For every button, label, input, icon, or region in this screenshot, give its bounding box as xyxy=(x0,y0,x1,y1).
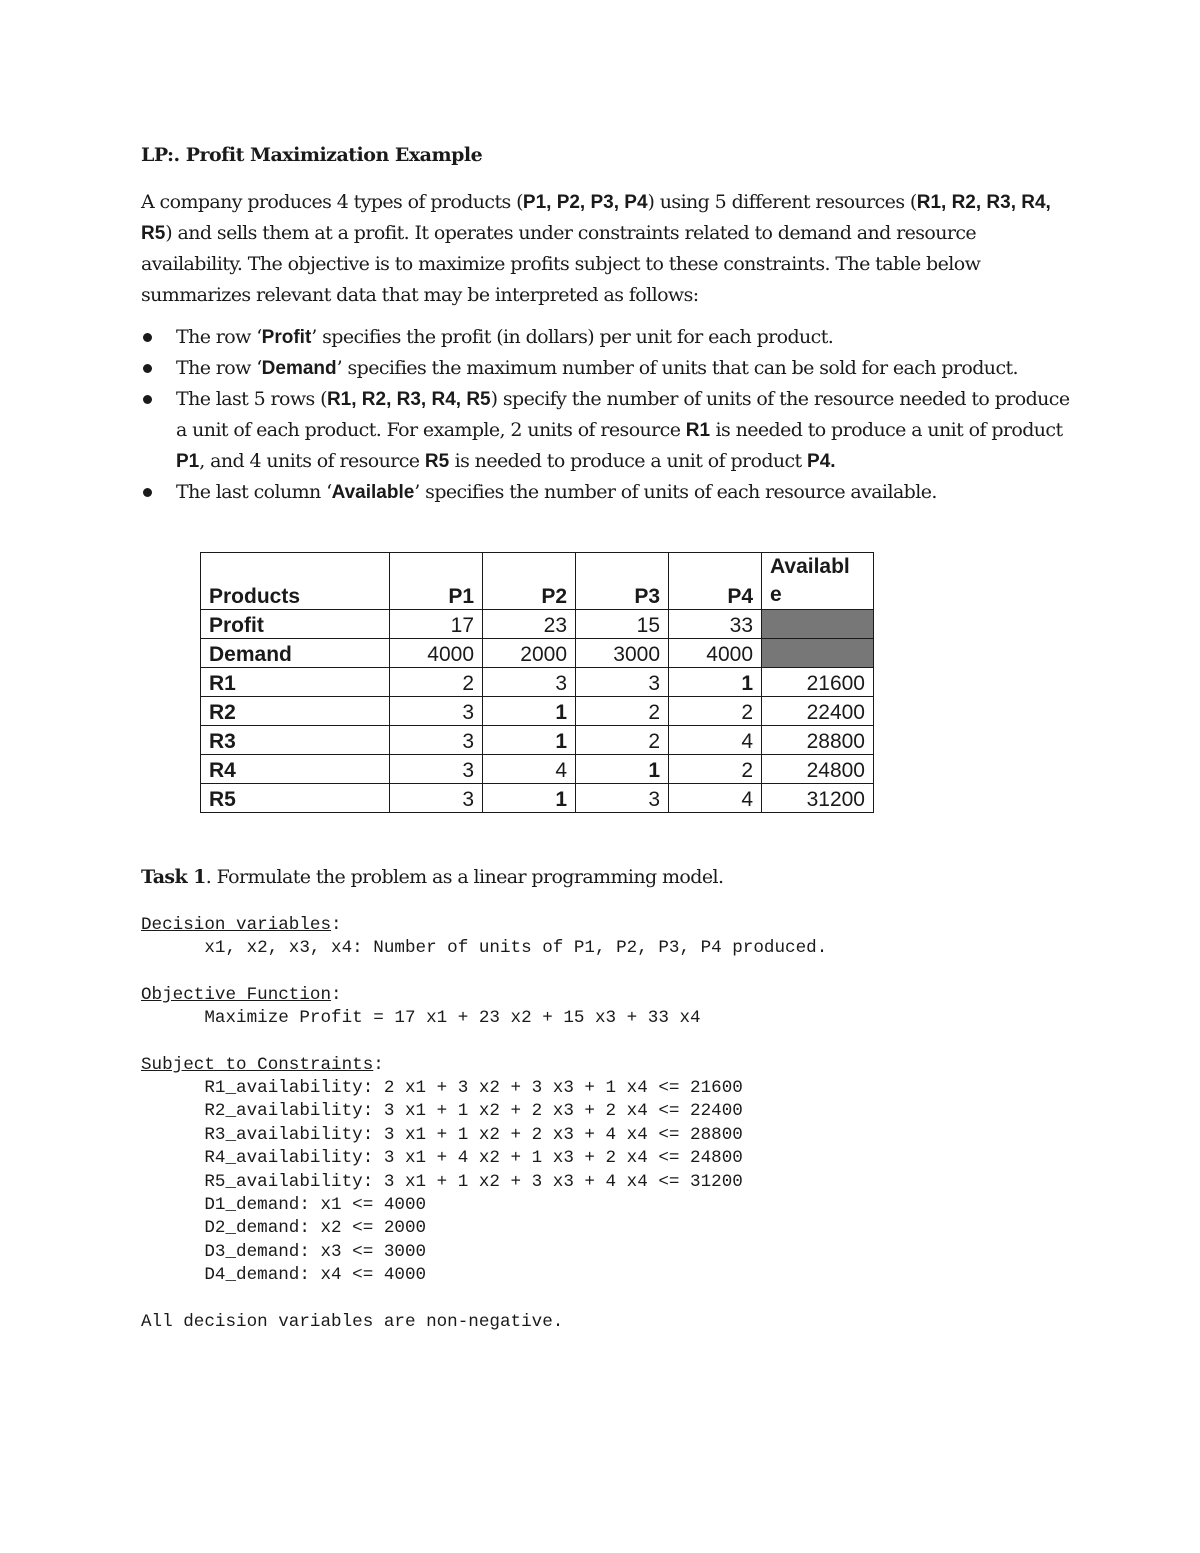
header-p2: P2 xyxy=(483,553,576,610)
cell-p3: 2 xyxy=(576,726,669,755)
intro-paragraph xyxy=(141,187,1061,311)
bullet-text: The last 5 rows ( xyxy=(176,388,327,410)
cell-available: 21600 xyxy=(762,668,874,697)
bullet-text: ’ specifies the profit (in dollars) per unit for each product. xyxy=(311,326,834,348)
bullet-text: The row ‘ xyxy=(176,326,262,348)
cell-available: 24800 xyxy=(762,755,874,784)
cell-available: 31200 xyxy=(762,784,874,813)
bullet-bold: P4. xyxy=(807,451,836,472)
bullet-text: The row ‘ xyxy=(176,357,262,379)
constraint-line: R1_availability: 2 x1 + 3 x2 + 3 x3 + 1 x4 <= 21600 xyxy=(141,1078,743,1098)
cell-p1: 3 xyxy=(390,697,483,726)
cell-p2: 2000 xyxy=(483,639,576,668)
cell-available: 22400 xyxy=(762,697,874,726)
cell-p3: 3000 xyxy=(576,639,669,668)
cell-p4: 2 xyxy=(669,755,762,784)
cell-p4: 1 xyxy=(669,668,762,697)
bullet-icon xyxy=(143,364,152,373)
cell-p3: 2 xyxy=(576,697,669,726)
bullet-list xyxy=(141,322,1071,508)
section-heading: Objective Function xyxy=(141,985,332,1005)
row-label: R2 xyxy=(201,697,390,726)
heading-colon: : xyxy=(331,915,342,935)
intro-text-1: A company produces 4 types of products ( xyxy=(141,191,523,213)
row-label: Profit xyxy=(201,610,390,639)
objective-line: Maximize Profit = 17 x1 + 23 x2 + 15 x3 + 33 x4 xyxy=(141,1008,701,1028)
cell-p2: 4 xyxy=(483,755,576,784)
nonnegativity-line: All decision variables are non-negative. xyxy=(141,1312,564,1332)
header-p4: P4 xyxy=(669,553,762,610)
bullet-item-resources xyxy=(141,384,1071,477)
row-label: R5 xyxy=(201,784,390,813)
constraint-line: R4_availability: 3 x1 + 4 x2 + 1 x3 + 2 x4 <= 24800 xyxy=(141,1148,743,1169)
task-text: . Formulate the problem as a linear programming model. xyxy=(205,866,724,888)
bullet-bold: Profit xyxy=(261,327,312,348)
constraint-line: D1_demand: x1 <= 4000 xyxy=(141,1195,427,1216)
cell-available-shaded xyxy=(762,639,874,668)
bullet-text: is needed to produce a unit of product xyxy=(449,450,808,472)
constraint-line: R3_availability: 3 x1 + 1 x2 + 2 x3 + 4 x4 <= 28800 xyxy=(141,1124,743,1145)
constraint-line: R5_availability: 3 x1 + 1 x2 + 3 x3 + 4 x4 <= 31200 xyxy=(141,1171,743,1192)
bullet-item-available xyxy=(141,477,1071,508)
header-available-line2: e xyxy=(770,583,782,606)
objective-heading xyxy=(141,984,342,1007)
bullet-bold: R1, R2, R3, R4, R5 xyxy=(326,389,491,410)
cell-p1: 17 xyxy=(390,610,483,639)
header-p3: P3 xyxy=(576,553,669,610)
cell-p1: 2 xyxy=(390,668,483,697)
section-heading: Decision variables xyxy=(141,915,332,935)
data-table xyxy=(200,552,874,813)
bullet-bold: P1 xyxy=(176,451,200,472)
table-header-row xyxy=(201,553,874,610)
bullet-bold: Available xyxy=(331,482,415,503)
cell-p4: 4 xyxy=(669,726,762,755)
bullet-icon xyxy=(143,395,152,404)
table-row xyxy=(201,639,874,668)
header-available xyxy=(762,553,874,610)
cell-p2: 1 xyxy=(483,784,576,813)
bullet-item-profit xyxy=(141,322,1071,353)
table-row xyxy=(201,668,874,697)
cell-p4: 4000 xyxy=(669,639,762,668)
header-available-line1: Availabl xyxy=(770,555,850,578)
constraint-line: D3_demand: x3 <= 3000 xyxy=(141,1241,427,1262)
task-heading xyxy=(141,866,723,888)
cell-p1: 3 xyxy=(390,755,483,784)
cell-p1: 3 xyxy=(390,726,483,755)
intro-resources: R1, R2, R3, R4, R5 xyxy=(141,192,1051,244)
row-label: Demand xyxy=(201,639,390,668)
constraints-block xyxy=(141,1077,743,1288)
cell-p2: 1 xyxy=(483,726,576,755)
table-row xyxy=(201,726,874,755)
cell-p4: 2 xyxy=(669,697,762,726)
header-p1: P1 xyxy=(390,553,483,610)
header-products: Products xyxy=(201,553,390,610)
cell-available-shaded xyxy=(762,610,874,639)
cell-p4: 33 xyxy=(669,610,762,639)
intro-text-2: ) using 5 different resources ( xyxy=(647,191,917,213)
cell-p2: 3 xyxy=(483,668,576,697)
constraint-line: R2_availability: 3 x1 + 1 x2 + 2 x3 + 2 x4 <= 22400 xyxy=(141,1101,743,1122)
bullet-text: , and 4 units of resource xyxy=(199,450,425,472)
cell-p1: 4000 xyxy=(390,639,483,668)
bullet-bold: Demand xyxy=(261,358,337,379)
bullet-text: ’ specifies the maximum number of units that can be sold for each product. xyxy=(336,357,1018,379)
table-row xyxy=(201,697,874,726)
row-label: R3 xyxy=(201,726,390,755)
intro-text-3: ) and sells them at a profit. It operates under constraints related to demand and resource availability. The objective is to maximize profits subject to these constraints. The table below summarizes relevant data that may be interpreted as follows: xyxy=(141,222,981,306)
row-label: R4 xyxy=(201,755,390,784)
cell-p1: 3 xyxy=(390,784,483,813)
bullet-bold: R5 xyxy=(424,451,450,472)
constraint-line: D2_demand: x2 <= 2000 xyxy=(141,1218,427,1239)
decision-variables-heading xyxy=(141,914,342,937)
row-label: R1 xyxy=(201,668,390,697)
cell-p3: 3 xyxy=(576,784,669,813)
cell-p3: 15 xyxy=(576,610,669,639)
bullet-icon xyxy=(143,333,152,342)
heading-colon: : xyxy=(373,1055,384,1075)
task-label: Task 1 xyxy=(141,866,206,888)
cell-available: 28800 xyxy=(762,726,874,755)
section-heading: Subject to Constraints xyxy=(141,1055,374,1075)
table-row xyxy=(201,784,874,813)
cell-p2: 23 xyxy=(483,610,576,639)
bullet-item-demand xyxy=(141,353,1071,384)
table-row xyxy=(201,610,874,639)
bullet-bold: R1 xyxy=(685,420,711,441)
decision-variables-line: x1, x2, x3, x4: Number of units of P1, P2, P3, P4 produced. xyxy=(141,938,828,958)
document-title: LP:. Profit Maximization Example xyxy=(141,144,483,166)
cell-p2: 1 xyxy=(483,697,576,726)
bullet-text: ) specify the number of units of the resource needed to produce a unit of each product. For example, 2 units of resource xyxy=(176,388,1070,441)
bullet-text: is needed to produce a unit of product xyxy=(710,419,1063,441)
table-row xyxy=(201,755,874,784)
cell-p3: 1 xyxy=(576,755,669,784)
constraints-heading xyxy=(141,1054,384,1077)
bullet-text: The last column ‘ xyxy=(176,481,332,503)
heading-colon: : xyxy=(331,985,342,1005)
intro-products: P1, P2, P3, P4 xyxy=(522,192,648,213)
constraint-line: D4_demand: x4 <= 4000 xyxy=(141,1265,427,1286)
cell-p4: 4 xyxy=(669,784,762,813)
bullet-text: ’ specifies the number of units of each resource available. xyxy=(414,481,937,503)
bullet-icon xyxy=(143,488,152,497)
cell-p3: 3 xyxy=(576,668,669,697)
